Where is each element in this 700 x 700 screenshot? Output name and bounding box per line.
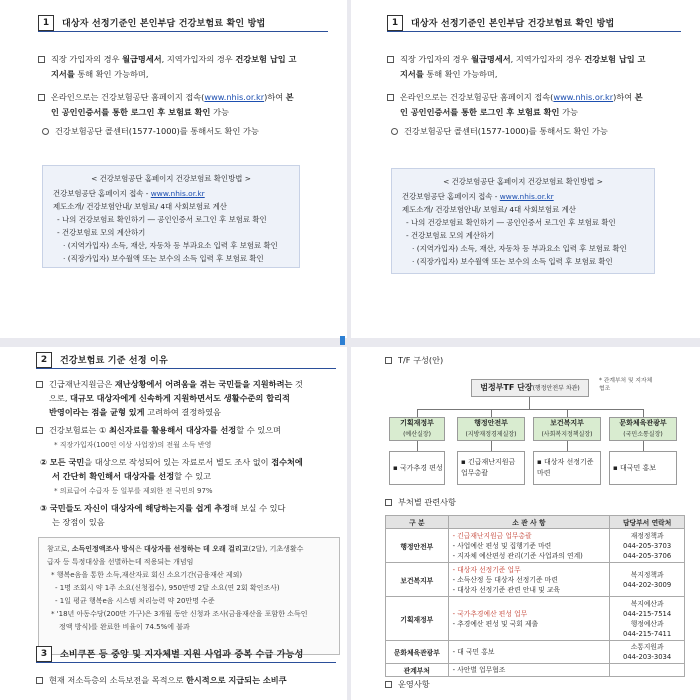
org-connector <box>643 409 644 417</box>
panel-divider <box>347 0 351 700</box>
org-connector <box>417 409 643 410</box>
org-connector <box>491 441 492 451</box>
ops-heading: 운영사항 <box>385 677 430 692</box>
org-top-box: 범정부TF 단장(행정안전부 차관) <box>471 379 589 397</box>
square-bullet-icon <box>36 427 43 434</box>
org-connector <box>567 409 568 417</box>
info-box: < 건강보험공단 홈페이지 건강보험료 확인방법 > 건강보험공단 홈페이지 접속 - www.nhis.or.kr 제도소개/ 건강보험안내/ 보험료/ 4대 사회보험료 계산 - 나의 건강보험료 확인하기 ― 공인인증서 로그인 후 보험료 확인 - 건강보험료 모의 계산하기 · (지역가입자) 소득, 재산, 자동차 등 부과요소 입력 후 보험료 확인 · (직장가입자) 보수월액 또는 보수의 소득 입력 후 보험료 확인 <box>42 165 300 268</box>
section-title: 소비쿠폰 등 중앙 및 지자체별 지원 사업과 중복 수급 가능성 <box>60 650 304 660</box>
table-cell <box>610 664 685 677</box>
table-cell: - 국가추경예산 편성 업무 - 추경예산 편성 및 국회 제출 <box>448 597 610 641</box>
org-task-box: ▪ 긴급재난지원금 업무총괄 <box>457 451 525 485</box>
square-bullet-icon <box>36 381 43 388</box>
table-row <box>386 563 685 597</box>
square-bullet-icon <box>385 357 392 364</box>
section-number: 1 <box>38 15 54 31</box>
table-cell: 행정안전부 <box>386 529 449 563</box>
section-number: 2 <box>36 352 52 368</box>
footnote: * 직장가입자(100인 이상 사업장)의 전월 소득 반영 <box>54 441 212 449</box>
org-task-box: ▪ 대국민 홍보 <box>609 451 677 485</box>
square-bullet-icon <box>387 94 394 101</box>
panel-top-right <box>351 0 700 338</box>
org-dept-box: 행정안전부 (지방재정경제실장) <box>457 417 525 441</box>
column-header: 구 분 <box>386 516 449 529</box>
note-box: 참고로, 소득인정액조사 방식은 대상자를 선정하는 데 오래 걸리고(2달), 기초생활수 급자 등 특정대상을 선별하는데 적용되는 개념임 * 행복e음을 통한 소득,재산자료 회신 소요기간(금융재산 제외) - 1명 조회시 약 1주 소요(신청접수), 950만명 2달 소요(연 2회 확인조사) - 1일 평균 행복e음 시스템 처리능력 약 20만명 수준 * '18년 아동수당(200만 가구)은 3개월 동안 신청과 조사(금융재산을 포함한 소득인 정액 방식)를 완료한 비율이 74.5%에 불과 <box>38 537 340 655</box>
org-connector <box>529 397 530 409</box>
table-cell: 복지예산과 044-215-7514 행정예산과 044-215-7411 <box>610 597 685 641</box>
info-box: < 건강보험공단 홈페이지 건강보험료 확인방법 > 건강보험공단 홈페이지 접속 - www.nhis.or.kr 제도소개/ 건강보험안내/ 보험료/ 4대 사회보험료 계산 - 나의 건강보험료 확인하기 ― 공인인증서 로그인 후 보험료 확인 - 건강보험료 모의 계산하기 · (지역가입자) 소득, 재산, 자동차 등 부과요소 입력 후 보험료 확인 · (직장가입자) 보수월액 또는 보수의 소득 입력 후 보험료 확인 <box>391 168 655 274</box>
panel-top-left <box>0 0 347 338</box>
org-dept-box: 문화체육관광부 (국민소통실장) <box>609 417 677 441</box>
square-bullet-icon <box>385 499 392 506</box>
paragraph: 직장 가입자의 경우 월급명세서, 지역가입자의 경우 건강보험 납입 고 지서를 통해 확인 가능하며, <box>38 52 334 82</box>
org-connector <box>491 409 492 417</box>
square-bullet-icon <box>387 56 394 63</box>
paragraph: 온라인으로는 건강보험공단 홈페이지 접속(www.nhis.or.kr)하여 본 인 공인인증서를 통한 로그인 후 보험료 확인 가능 <box>387 90 691 120</box>
paragraph: ② 모든 국민을 대상으로 작성되어 있는 자료로서 별도 조사 없이 접수처에 서 간단히 확인해서 대상자를 선정할 수 있고 <box>40 457 303 481</box>
nhis-link[interactable]: www.nhis.or.kr <box>150 189 205 198</box>
square-bullet-icon <box>38 94 45 101</box>
table-row <box>386 664 685 677</box>
table-cell: 기획재정부 <box>386 597 449 641</box>
table-cell: - 긴급재난지원금 업무총괄 - 사업예산 편성 및 집행기준 마련 - 지자체 예산편성 관리(기준 사업과의 연계) <box>448 529 610 563</box>
org-connector <box>417 409 418 417</box>
table-cell: 소통지원과 044-203-3034 <box>610 641 685 664</box>
section-header <box>387 14 681 32</box>
panel-bottom-left <box>0 347 347 700</box>
table-row <box>386 529 685 563</box>
circle-bullet-icon <box>42 128 49 135</box>
table-cell: 복지정책과 044-202-3009 <box>610 563 685 597</box>
table-cell: 문화체육관광부 <box>386 641 449 664</box>
table-cell: 재정정책과 044-205-3703 044-205-3706 <box>610 529 685 563</box>
org-dept-box: 기획재정부 (예산실장) <box>389 417 445 441</box>
section-header <box>38 14 328 32</box>
paragraph: 건강보험공단 콜센터(1577-1000)를 통해서도 확인 가능 <box>391 124 691 139</box>
table-header-row <box>386 516 685 529</box>
nhis-link[interactable]: www.nhis.or.kr <box>553 92 614 102</box>
section-title: 대상자 선정기준인 본인부담 건강보험료 확인 방법 <box>62 19 266 29</box>
paragraph: 건강보험료는 ① 최신자료를 활용해서 대상자를 선정할 수 있으며 <box>36 423 342 438</box>
table-cell: - 사안별 업무협조 <box>448 664 610 677</box>
section-header <box>36 645 336 663</box>
org-note: * 관계부처 및 지자체 협조 <box>599 378 653 392</box>
org-task-box: ▪ 국가추경 편성 <box>389 451 445 485</box>
square-bullet-icon <box>36 677 43 684</box>
paragraph: 긴급재난지원금은 재난상황에서 어려움을 겪는 국민들을 지원하려는 것 으로, 대규모 대상자에게 신속하게 지원하면서도 생활수준의 합리적 반영이라는 점을 균형 있게 고려하여 결정하였음 <box>36 377 342 419</box>
paragraph: 건강보험공단 콜센터(1577-1000)를 통해서도 확인 가능 <box>42 124 338 139</box>
org-dept-box: 보건복지부 (사회복지정책실장) <box>533 417 601 441</box>
paragraph: 직장 가입자의 경우 월급명세서, 지역가입자의 경우 건강보험 납입 고 지서를 통해 확인 가능하며, <box>387 52 687 82</box>
responsibility-table <box>385 515 685 677</box>
column-header: 담당부서 연락처 <box>610 516 685 529</box>
paragraph: ③ 국민들도 자신이 대상자에 해당하는지를 쉽게 추정해 보실 수 있다 는 장점이 있음 <box>40 503 286 527</box>
table-row <box>386 641 685 664</box>
table-cell: - 대 국민 홍보 <box>448 641 610 664</box>
section-title: 건강보험료 기준 선정 이유 <box>60 356 168 366</box>
nhis-link[interactable]: www.nhis.or.kr <box>204 92 265 102</box>
section-header <box>36 351 336 369</box>
circle-bullet-icon <box>391 128 398 135</box>
nhis-link[interactable]: www.nhis.or.kr <box>499 192 554 201</box>
org-heading: T/F 구성(안) <box>385 353 443 368</box>
org-connector <box>417 441 418 451</box>
table-cell: - 대상자 선정기준 업무 - 소득산정 등 대상자 선정기준 마련 - 대상자 선정기준 관련 안내 및 교육 <box>448 563 610 597</box>
table-cell: 관계부처 <box>386 664 449 677</box>
section-number: 3 <box>36 646 52 662</box>
section-title: 대상자 선정기준인 본인부담 건강보험료 확인 방법 <box>411 19 615 29</box>
table-row <box>386 597 685 641</box>
resp-heading: 부처별 관련사항 <box>385 495 456 510</box>
column-header: 소 관 사 항 <box>448 516 610 529</box>
section-number: 1 <box>387 15 403 31</box>
paragraph: 현재 저소득층의 소득보전을 목적으로 한시적으로 지급되는 소비쿠 <box>36 673 342 688</box>
page-marker <box>340 336 345 345</box>
panel-divider <box>0 338 700 347</box>
footnote: * 의료급여 수급자 등 일부를 제외한 전 국민의 97% <box>54 487 213 495</box>
table-cell: 보건복지부 <box>386 563 449 597</box>
org-task-box: ▪ 대상자 선정기준 마련 <box>533 451 601 485</box>
paragraph: 온라인으로는 건강보험공단 홈페이지 접속(www.nhis.or.kr)하여 본 인 공인인증서를 통한 로그인 후 보험료 확인 가능 <box>38 90 338 120</box>
org-connector <box>567 441 568 451</box>
square-bullet-icon <box>38 56 45 63</box>
panel-bottom-right <box>351 347 700 700</box>
org-connector <box>643 441 644 451</box>
square-bullet-icon <box>385 681 392 688</box>
